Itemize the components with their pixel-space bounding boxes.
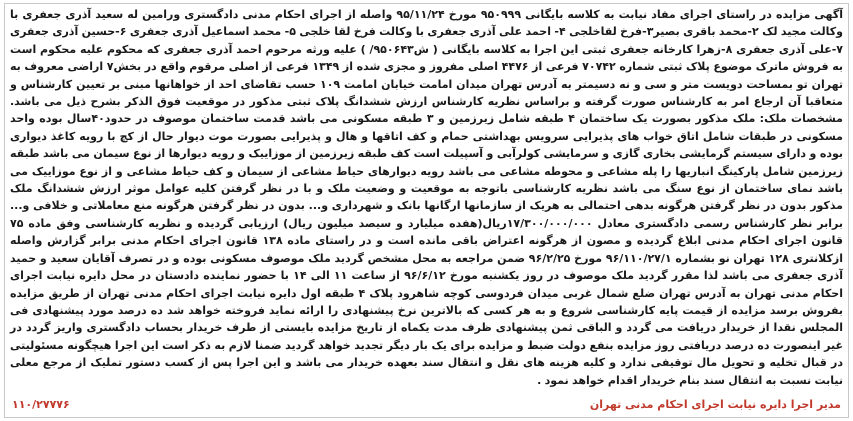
auction-notice-body: آگهی مزایده در راستای اجرای مفاد نیابت به کلاسه بایگانی ۹۵۰۹۹۹ مورخ ۹۵/۱۱/۲۴ واصله از اجرای احکام مدنی دادگستری ورامین له سعید آذری جعفری با وکالت مجید لک ۲-محمد باقری بصیر۳-فرخ لقاخلجی ۴- احمد علی آذری جعفری با وکالت فرخ لقا خلجی ۵- محمد اسماعیل آذری جعفری ۶-حسین آذری جعفری ۷-علی آذری جعفری ۸-زهرا کارخانه جعفری ثبتی این اجرا به کلاسه بایگانی ( ش۹۵۰۶۴۳/ ) علیه ورثه مرحوم احمد آذری جعفری که محکوم علیه محکوم است به فروش ماترک موضوع پلاک ثبتی شماره ۷۰۷۴۲ فرعی از ۴۴۷۶ اصلی مفروز و مجزی شده از ۱۳۴۹ فرعی از اصلی مرقوم واقع در بخش۷ اراضی معروف به تهران تو بمساحت دویست متر و سی و نه دسیمتر به آدرس تهران میدان امامت خیابان امامت ۱۰۹ حسب تقاضای احد از خواهانها مبنی بر تعیین کارشناس و متعاقبا آن ارجاع امر به کارشناس صورت گرفته و براساس نظریه کارشناس ارزش ششدانگ پلاک ثبتی مذکور در موقعیت فوق الذکر بشرح ذیل می باشد. مشخصات ملک: ملک مذکور بصورت یک ساختمان ۴ طبقه شامل زیرزمین و ۳ طبقه مسکونی می باشد قدمت ساختمان موصوف در حدود۴۰سال بوده واحد مسکونی در طبقات شامل اتاق خواب های پذیرایی سرویس بهداشتی حمام و کف اتاقها و هال و پذیرایی بصورت موت دیوار حال از کچ با رویه کاغذ دیواری بوده و دارای سیستم گرمایشی بخاری گازی و سرمایشی کولرآبی و آسپیلت است کف طبقه زیرزمین از موزاییک و رویه دیوارها از نوع سیمان می باشد طبقه زیرزمین شامل پارکینگ انباریها را پله مشاعی و محوطه مشاعی می باشد رویه دیوارهای حیاط مشاعی از سیمان و کف حیاط مشاعی و از نوع موزاییک می باشد نمای ساختمان از نوع سنگ می باشد نظریه کارشناسی باتوجه به موقعیت و وضعیت ملک و با در نظر گرفتن کلیه عوامل موثر ارزش ششدانگ ملک مذکور بدون در نظر گرفتن هرگونه بدهی احتمالی به هریک از سازمانها ارگانها بانک و شهرداری و... بدون در نظر گرفتن هرگونه منع معاملاتی و خلافی و... برابر نظر کارشناس رسمی دادگستری معادل ۱۷/۳۰۰/۰۰۰/۰۰۰ریال(هفده میلیارد و سیصد میلیون ریال) ارزیابی گردیده و نظریه کارشناسی وفق ماده ۷۵ قانون اجرای احکام مدنی ابلاغ گردیده و مصون از هرگونه اعتراض باقی مانده است و در راستای ماده ۱۳۸ قانون اجرای احکام مدنی برابر گزارش واصله ازکلانتری ۱۲۸ تهران نو بشماره ۹۶/۱۱۰/۲۷/۱ مورخ ۹۶/۲/۲۵ ضمن مراجعه به محل مشخص گردید ملک موصوف مسکونی بوده و در تصرف آقایان سعید و حمید آذری جعفری می باشد لذا مقرر گردید ملک موصوف در روز یکشنبه مورخ ۹۶/۶/۱۲ از ساعت ۱۱ الی ۱۴ با حضور نماینده دادستان در محل دایره نیابت اجرای احکام مدنی تهران به آدرس تهران ضلع شمال غربی میدان فردوسی کوچه شاهرود پلاک ۴ طبقه اول دایره نیابت اجرای احکام مدنی تهران از طریق مزایده بفروش برسد مزایده از قیمت پایه کارشناسی شروع و به هر کسی که بالاترین نرخ پیشنهادی را ارائه نماید فروخته خواهد شد ده درصد مورد پیشنهادی فی المجلس نقدا از خریدار دریافت می گردد و الباقی ثمن پیشنهادی ظرف مدت یکماه از تاریخ مزایده بایستی از طرف خریدار بحساب دادگستری واریز گردد در غیر اینصورت ده درصد دریافتی روز مزایده بنفع دولت ضبط و مزایده برای یک بار دیگر تجدید خواهد گردید ضمنا لازم به ذکر است این اجرا هیچگونه مسئولیتی در قبال تخلیه و تحویل مال توقیفی ندارد و کلیه هزینه های نقل و انتقال سند بعهده خریدار می باشد و این اجرا پس از کسب دستور تملیک از مرجع معلی نیابت نسبت به انتقال سند بنام خریدار اقدام خواهد نمود .: [10, 8, 844, 387]
notice-reference-code: ۱۱۰/۲۷۷۷۶: [12, 398, 70, 411]
notice-footer: [12, 398, 841, 416]
issuer-signature: مدیر اجرا دایره نیابت اجرای احکام مدنی تهران: [589, 398, 841, 411]
